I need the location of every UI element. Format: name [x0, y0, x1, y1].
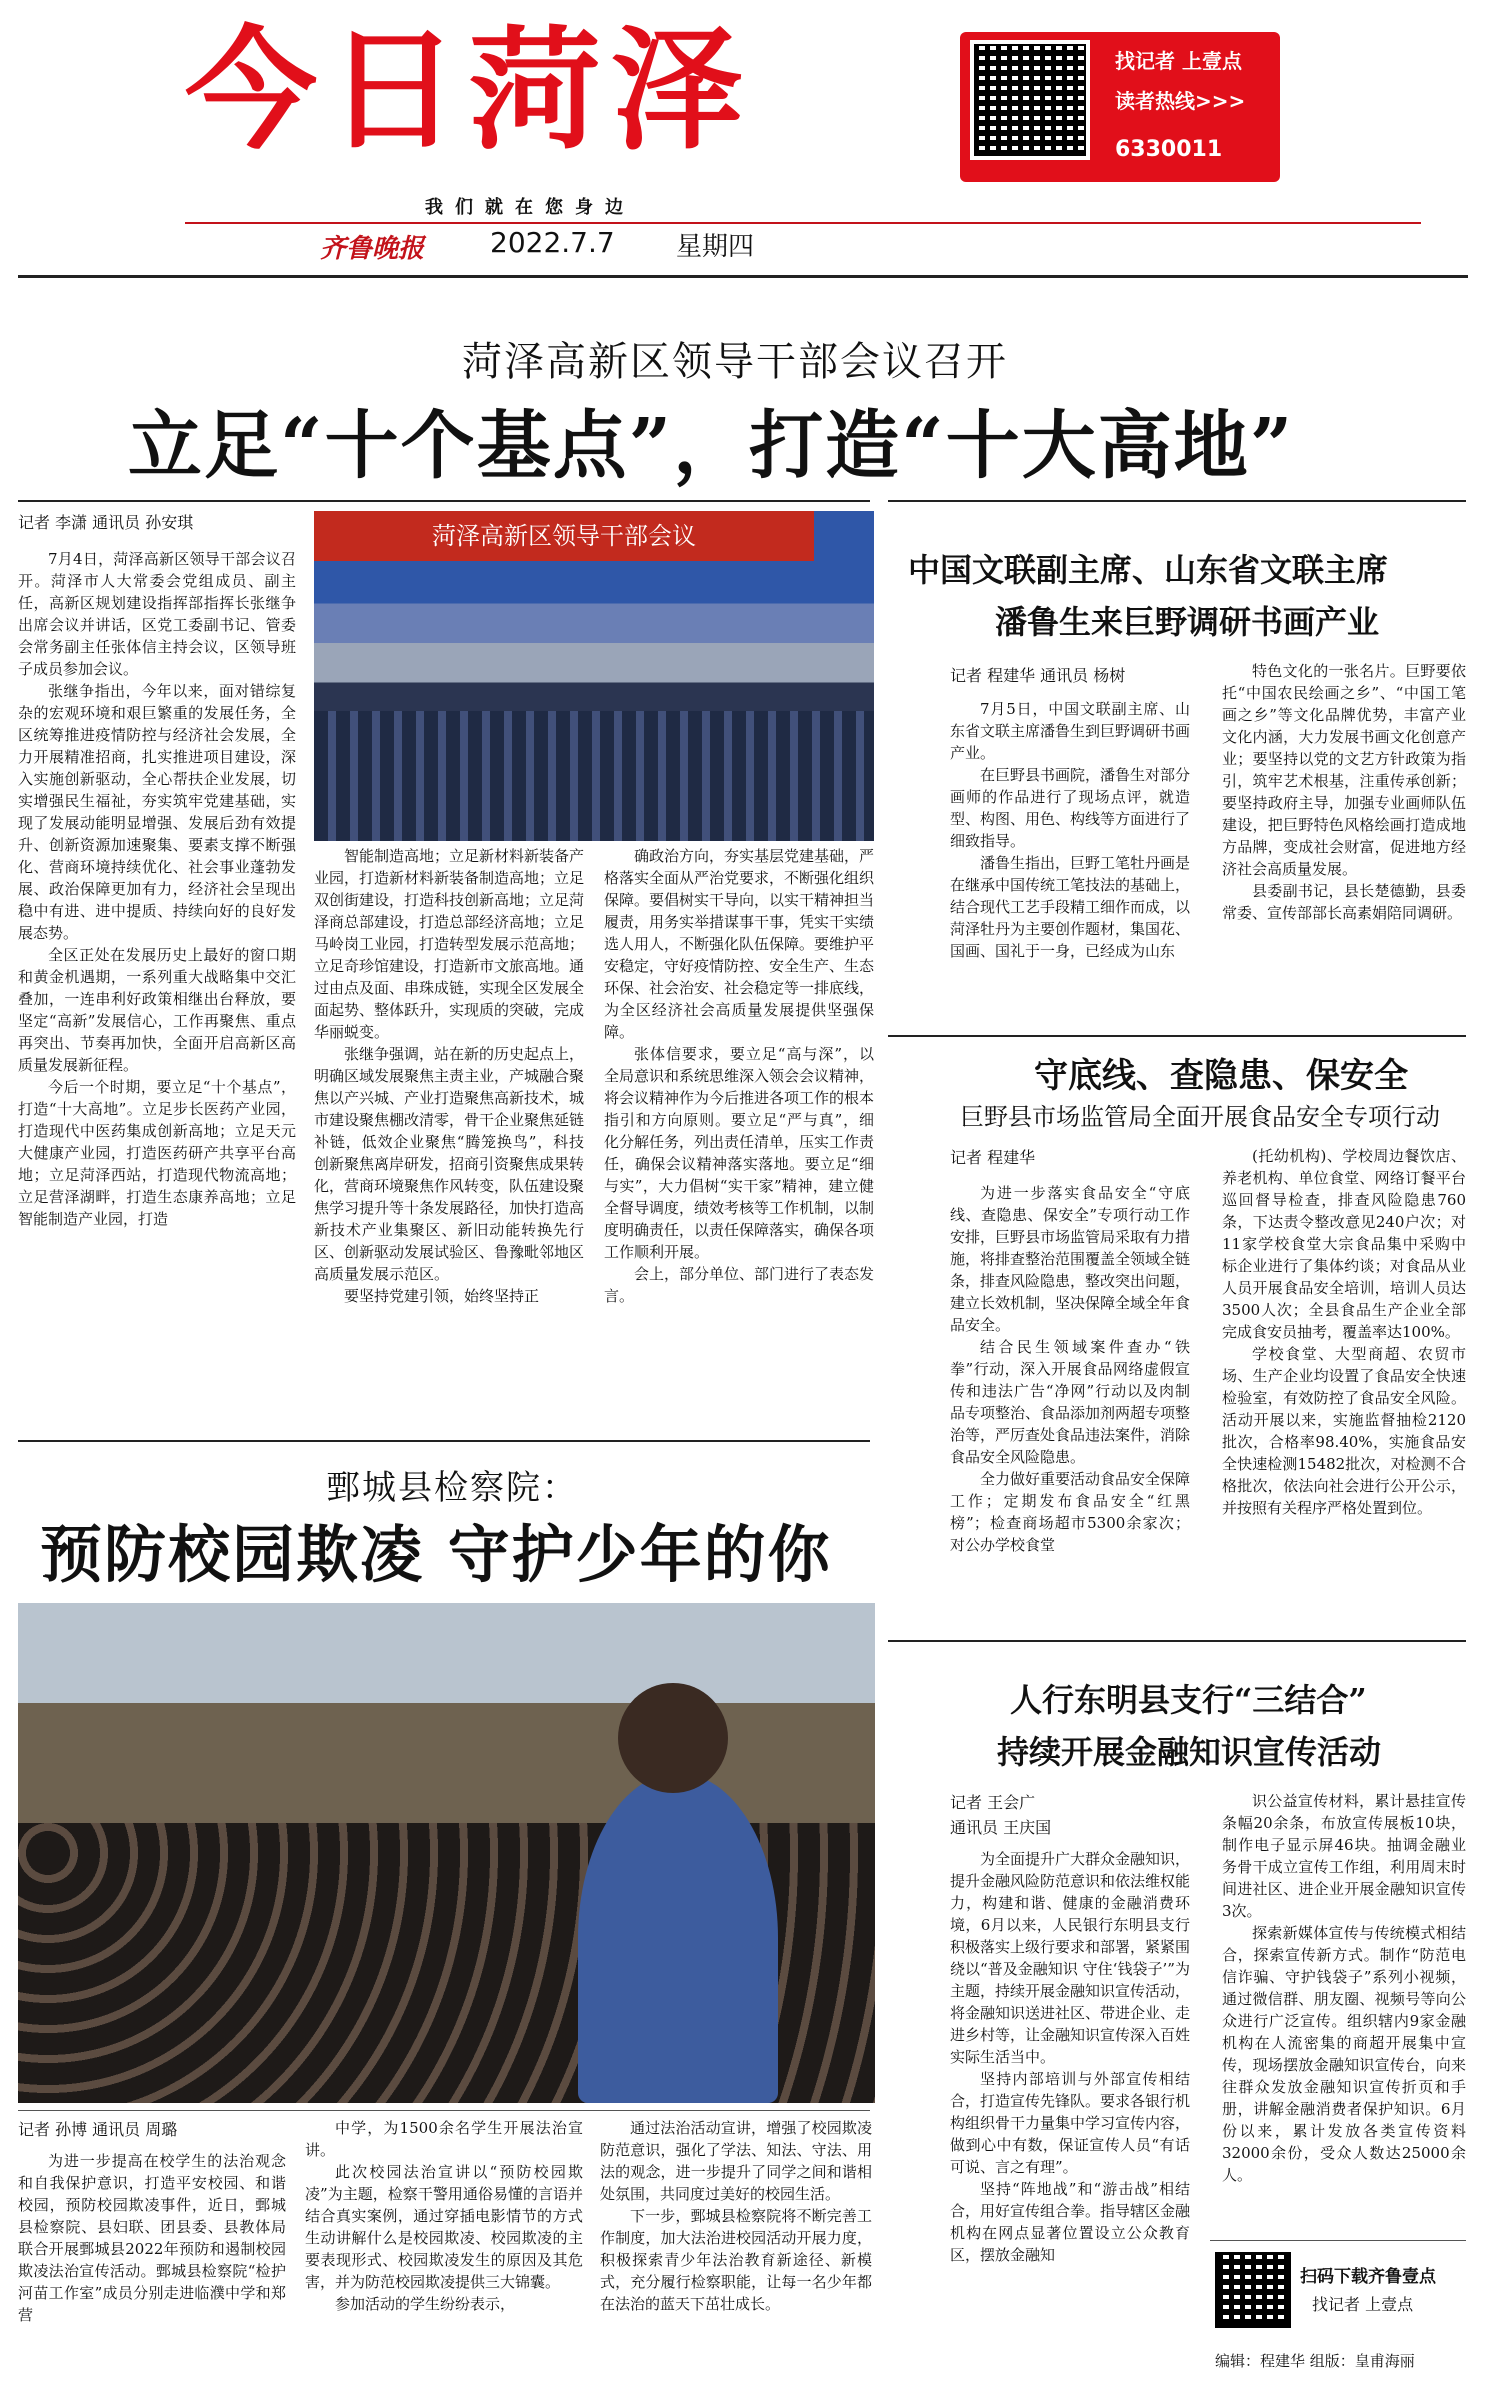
- story5-byline-2: 通讯员 王庆国: [950, 1818, 1052, 1837]
- lead-column-1: [18, 548, 296, 1553]
- paragraph: 坚持内部培训与外部宣传相结合，打造宣传先锋队。要求各银行机构组织骨干力量集中学习宣传内容，做到心中有数，保证宣传人员“有话可说、言之有理”。: [950, 2070, 1190, 2176]
- paragraph: 为全面提升广大群众金融知识，提升金融风险防范意识和依法维权能力，构建和谐、健康的金融消费环境，6月以来，人民银行东明县支行积极落实上级行要求和部署，紧紧围绕以“普及金融知识 守住‘钱袋子’”为主题，持续开展金融知识宣传活动，将金融知识送进社区、带进企业、走进乡村等，让金融知识宣传深入百姓实际生活当中。: [950, 1850, 1190, 2066]
- story3-headline-line2: 潘鲁生来巨野调研书画产业: [995, 603, 1380, 641]
- audience-rows: [314, 711, 874, 841]
- story2-headline: 预防校园欺凌 守护少年的你: [40, 1518, 832, 1591]
- lead-byline: 记者 李潇 通讯员 孙安琪: [18, 513, 194, 532]
- footer-scan-sub: 找记者 上壹点: [1312, 2295, 1414, 2314]
- meeting-banner: 菏泽高新区领导干部会议: [314, 511, 814, 561]
- paper-name-logo: 齐鲁晚报: [320, 234, 425, 264]
- paragraph: 县委副书记，县长楚德勤，县委常委、宣传部部长高素娟陪同调研。: [1222, 882, 1466, 922]
- story3-column-2: [1222, 660, 1466, 1040]
- masthead-divider: [185, 222, 1421, 224]
- story5-column-1: [950, 1848, 1190, 2343]
- paragraph: 学校食堂、大型商超、农贸市场、生产企业均设置了食品安全快速检验室，有效防控了食品安全风险。活动开展以来，实施监督抽检2120批次，合格率98.40%，实施食品安全快速检测15482批次，对检测不合格批次，依法向社会进行公开公示，并按照有关程序严格处置到位。: [1222, 1345, 1466, 1517]
- paragraph: 全区正处在发展历史上最好的窗口期和黄金机遇期，一系列重大战略集中交汇叠加，一连串利好政策相继出台释放，要坚定“高新”发展信心，工作再聚焦、重点再突出、节奏再加快，全面开启高新区高质量发展新征程。: [18, 946, 296, 1074]
- paragraph: (托幼机构)、学校周边餐饮店、养老机构、单位食堂、网络订餐平台巡回督导检查，排查风险隐患760条，下达责令整改意见240户次；对11家学校食堂大宗食品集中采购中标企业进行了集体约谈；对食品从业人员开展食品安全培训，培训人员达3500人次；全县食品生产企业全部完成食安员抽考，覆盖率达100%。: [1222, 1147, 1466, 1341]
- story3-headline-line1: 中国文联副主席、山东省文联主席: [908, 551, 1389, 589]
- hotline-line2: 读者热线>>>: [1115, 89, 1246, 113]
- paragraph: 为进一步落实食品安全“守底线、查隐患、保安全”专项行动工作安排，巨野县市场监管局采取有力措施，将排查整治范围覆盖全领域全链条，排查风险隐患，整改突出问题，建立长效机制，坚决保障全域全年食品安全。: [950, 1184, 1190, 1334]
- story2-rule: [18, 2110, 870, 2111]
- paragraph: 张体信要求，要立足“高与深”，以全局意识和系统思维深入领会会议精神，将会议精神作为今后推进各项工作的根本指引和方向原则。要立足“严与真”，细化分解任务，列出责任清单，压实工作责任，确保会议精神落实落地。要立足“细与实”，大力倡树“实干家”精神，建立健全督导调度，绩效考核等工作机制，以制度明确责任，以责任保障落实，确保各项工作顺利开展。: [604, 1045, 874, 1261]
- paragraph: 会上，部分单位、部门进行了表态发言。: [604, 1265, 874, 1305]
- story2-column-2: [305, 2117, 583, 2379]
- paragraph: 张继争指出，今年以来，面对错综复杂的宏观环境和艰巨繁重的发展任务，全区统筹推进疫情防控与经济社会发展，全力开展精准招商，扎实推进项目建设，深入实施创新驱动，全心帮扶企业发展，切实增强民生福祉，夯实筑牢党建基础，实现了发展动能明显增强、发展后劲有效提升、创新资源加速聚集、要素支撑不断强化、营商环境持续优化、社会事业蓬勃发展、政治保障更加有力，经济社会呈现出稳中有进、进中提质、持续向好的良好发展态势。: [18, 682, 296, 942]
- story2-column-3: [600, 2117, 872, 2379]
- paragraph: 在巨野县书画院，潘鲁生对部分画师的作品进行了现场点评，就造型、构图、用色、构线等方面进行了细致指导。: [950, 766, 1190, 850]
- prosecutor-figure: [578, 1773, 778, 2103]
- paragraph: 探索新媒体宣传与传统模式相结合，探索宣传新方式。制作“防范电信诈骗、守护钱袋子”系列小视频，通过微信群、朋友圈、视频号等向公众进行广泛宣传。组织辖内9家金融机构在人流密集的商超开展集中宣传，现场摆放金融知识宣传台，向来往群众发放金融知识宣传折页和手册，讲解金融消费者保护知识。6月份以来，累计发放各类宣传资料32000余份，受众人数达25000余人。: [1222, 1924, 1466, 2184]
- footer-rule: [1210, 2240, 1466, 2241]
- right-rule-2: [888, 1035, 1466, 1037]
- paragraph: 为进一步提高在校学生的法治观念和自我保护意识，打造平安校园、和谐校园，预防校园欺凌事件，近日，鄄城县检察院、县妇联、团县委、县教体局联合开展鄄城县2022年预防和遏制校园欺凌法治宣传活动。鄄城县检察院“检护河苗工作室”成员分别走进临濮中学和郑营: [18, 2152, 286, 2324]
- paragraph: 今后一个时期，要立足“十个基点”，打造“十大高地”。立足步长医药产业园，打造现代中医药集成创新高地；立足天元大健康产业园，打造医药研产共享平台高地；立足菏泽西站，打造现代物流高地；立足营泽湖畔，打造生态康养高地；立足智能制造产业园，打造: [18, 1078, 296, 1228]
- story4-subhead: 巨野县市场监管局全面开展食品安全专项行动: [960, 1103, 1440, 1131]
- right-rule-top: [888, 500, 1466, 502]
- masthead-slogan: 我们就在您身边: [425, 197, 635, 218]
- top-rule: [18, 275, 1468, 278]
- paragraph: 7月5日，中国文联副主席、山东省文联主席潘鲁生到巨野调研书画产业。: [950, 700, 1190, 762]
- issue-date: 2022.7.7: [490, 226, 615, 259]
- lead-column-3: [604, 845, 874, 1553]
- paragraph: 此次校园法治宣讲以“预防校园欺凌”为主题，检察干警用通俗易懂的言语并结合真实案例，通过穿插电影情节的方式生动讲解什么是校园欺凌、校园欺凌的主要表现形式、校园欺凌发生的原因及其危害，并为防范校园欺凌提供三大锦囊。: [305, 2163, 583, 2291]
- issue-weekday: 星期四: [676, 232, 755, 262]
- masthead-title: 今日菏泽: [185, 14, 753, 168]
- lead-headline: 立足“十个基点”，打造“十大高地”: [128, 403, 1295, 489]
- story2-byline: 记者 孙博 通讯员 周璐: [18, 2120, 178, 2139]
- story5-column-2: [1222, 1790, 1466, 2230]
- story4-column-1: [950, 1182, 1190, 1612]
- paragraph: 张继争强调，站在新的历史起点上，明确区域发展聚焦主责主业，产城融合聚焦以产兴城、产业打造聚焦高新技术，城市建设聚焦棚改清零，骨干企业聚焦延链补链，低效企业聚焦“腾笼换鸟”，科技创新聚焦离岸研发，招商引资聚焦成果转化，营商环境聚焦作风转变，队伍建设聚焦学习提升等十条发展路径，加快打造高新技术产业集聚区、新旧动能转换先行区、创新驱动发展试验区、鲁豫毗邻地区高质量发展示范区。: [314, 1045, 584, 1283]
- story4-headline: 守底线、查隐患、保安全: [1034, 1056, 1408, 1096]
- paragraph: 参加活动的学生纷纷表示，: [335, 2295, 516, 2313]
- paragraph: 全力做好重要活动食品安全保障工作；定期发布食品安全“红黑榜”；检查商场超市5300余家次；对公办学校食堂: [950, 1470, 1190, 1554]
- lead-rule: [18, 500, 870, 502]
- footer-editor: 编辑：程建华 组版：皇甫海丽: [1215, 2352, 1415, 2370]
- paragraph: 通过法治活动宣讲，增强了校园欺凌防范意识，强化了学法、知法、守法、用法的观念，进一步提升了同学之间和谐相处氛围，共同度过美好的校园生活。: [600, 2119, 872, 2203]
- hotline-line1: 找记者 上壹点: [1115, 49, 1242, 73]
- school-event-photo: [18, 1603, 875, 2103]
- paragraph: 智能制造高地；立足新材料新装备产业园，打造新材料新装备制造高地；立足双创街建设，打造科技创新高地；立足菏泽商总部建设，打造总部经济高地；立足马岭岗工业园，打造转型发展示范高地；立足奇珍馆建设，打造新市文旅高地。通过由点及面、串珠成链，实现全区发展全面起势、整体跃升，实现质的突破，完成华丽蜕变。: [314, 847, 584, 1041]
- paragraph: 要坚持党建引领，始终坚持正: [344, 1287, 540, 1305]
- lead-kicker: 菏泽高新区领导干部会议召开: [462, 339, 1008, 385]
- story5-byline-1: 记者 王会广: [950, 1793, 1036, 1812]
- story3-column-1: [950, 698, 1190, 1040]
- paragraph: 坚持“阵地战”和“游击战”相结合，用好宣传组合拳。指导辖区金融机构在网点显著位置设立公众教育区，摆放金融知: [950, 2180, 1190, 2264]
- lead-column-2: [314, 845, 584, 1553]
- story4-byline: 记者 程建华: [950, 1148, 1036, 1167]
- prosecutor-head: [618, 1683, 728, 1793]
- paragraph: 中学，为1500余名学生开展法治宣讲。: [305, 2119, 583, 2159]
- paragraph: 确政治方向，夯实基层党建基础，严格落实全面从严治党要求，不断强化组织保障。要倡树实干导向，以实干精神担当履责，用务实举措谋事干事，凭实干实绩选人用人，不断强化队伍保障。要维护平安稳定，守好疫情防控、安全生产、生态环保、社会治安、社会稳定等一排底线，为全区经济社会高质量发展提供坚强保障。: [604, 847, 874, 1041]
- meeting-photo: [314, 511, 874, 841]
- story3-byline: 记者 程建华 通讯员 杨树: [950, 666, 1126, 685]
- paragraph: 识公益宣传材料，累计悬挂宣传条幅20余条，布放宣传展板10块，制作电子显示屏46块。抽调金融业务骨干成立宣传工作组，利用周末时间进社区、进企业开展金融知识宣传3次。: [1222, 1792, 1466, 1920]
- qr-code-icon[interactable]: [970, 40, 1090, 160]
- paragraph: 下一步，鄄城县检察院将不断完善工作制度，加大法治进校园活动开展力度，积极探索青少年法治教育新途径、新模式，充分履行检察职能，让每一名少年都在法治的蓝天下茁壮成长。: [600, 2207, 872, 2313]
- story5-headline-line2: 持续开展金融知识宣传活动: [997, 1733, 1382, 1771]
- paragraph: 潘鲁生指出，巨野工笔牡丹画是在继承中国传统工笔技法的基础上，结合现代工艺手段精工细作而成，以菏泽牡丹为主要创作题材，集国花、国画、国礼于一身，已经成为山东: [950, 854, 1190, 960]
- story4-column-2: [1222, 1145, 1466, 1612]
- hotline-number: 6330011: [1115, 137, 1223, 162]
- footer-qr-code-icon[interactable]: [1215, 2252, 1291, 2328]
- footer-scan-text: 扫码下载齐鲁壹点: [1300, 2267, 1436, 2287]
- paragraph: 特色文化的一张名片。巨野要依托“中国农民绘画之乡”、“中国工笔画之乡”等文化品牌优势，丰富产业文化内涵，大力发展书画文化创意产业；要坚持以党的文艺方针政策为指引，筑牢艺术根基，注重传承创新；要坚持政府主导，加强专业画师队伍建设，把巨野特色风格绘画打造成地方品牌，变成社会财富，促进地方经济社会高质量发展。: [1222, 662, 1466, 878]
- paragraph: 7月4日，菏泽高新区领导干部会议召开。菏泽市人大常委会党组成员、副主任，高新区规划建设指挥部指挥长张继争出席会议并讲话，区党工委副书记、管委会常务副主任张体信主持会议，区领导班子成员参加会议。: [18, 550, 296, 678]
- right-rule-3: [888, 1640, 1466, 1642]
- story2-column-1: [18, 2150, 286, 2380]
- paragraph: 结合民生领域案件查办“铁拳”行动，深入开展食品网络虚假宣传和违法广告“净网”行动以及肉制品专项整治、食品添加剂两超专项整治等，严厉查处食品违法案件，消除食品安全风险隐患。: [950, 1338, 1190, 1466]
- story2-kicker: 鄄城县检察院：: [326, 1468, 578, 1508]
- section-rule: [18, 1440, 870, 1442]
- story5-headline-line1: 人行东明县支行“三结合”: [1010, 1681, 1367, 1719]
